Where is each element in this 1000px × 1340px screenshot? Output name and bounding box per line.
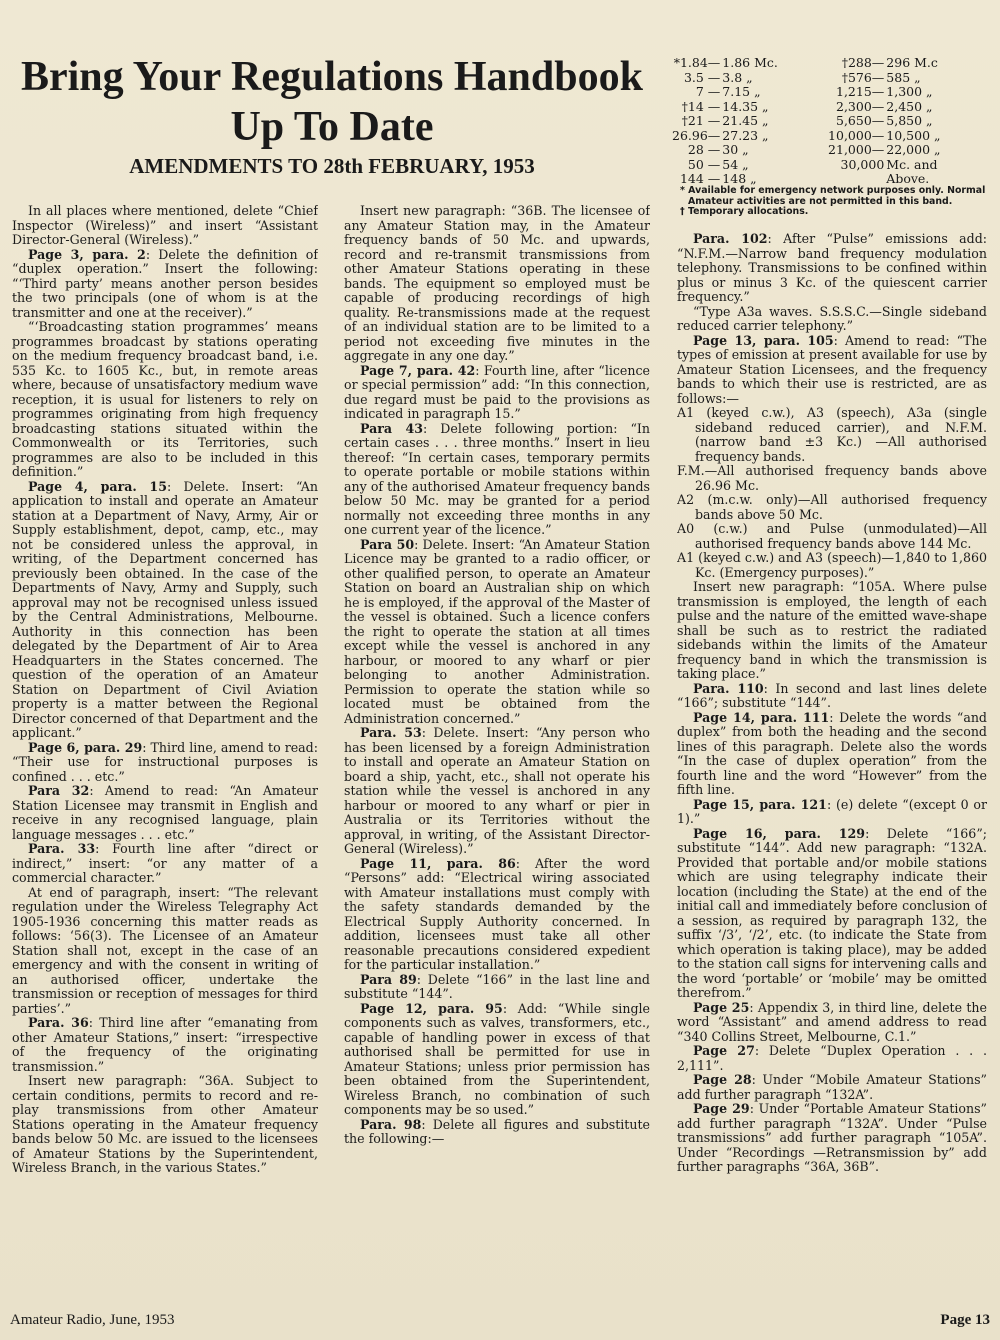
paragraph [677, 464, 987, 493]
paragraph [677, 827, 987, 1001]
paragraph-text: : Fourth line, after “licence or special permission” add: “In this connection, due regard must be paid to the provisions as indicated in paragraph 15.” [344, 362, 650, 421]
title-line-1: Bring Your Regulations Handbook [20, 54, 643, 100]
paragraph-heading: Page 15, para. 121 [693, 796, 827, 812]
paragraph-text: A1 (keyed c.w.) and A3 (speech)—1,840 to 1,860 Kc. (Emergency purposes).” [677, 550, 987, 580]
frequency-cell: 10,000— [828, 127, 885, 143]
frequency-row [672, 114, 990, 129]
paragraph-text: A1 (keyed c.w.), A3 (speech), A3a (single sideband reduced carrier), and N.F.M. (narrow band ±3 Kc.) —All authorised frequency bands. [677, 405, 987, 464]
paragraph-text: : Delete following portion: “In certain cases . . . three months.” Insert in lieu thereof: “In certain cases, temporary permits to operate portable or mobile stations within any of the authorised Amateur frequency bands below 50 Mc. may be granted for a period normally not exceeding three months in any one current year of the licence.” [344, 420, 650, 537]
paragraph-text: In all places where mentioned, delete “Chief Inspector (Wireless)” and insert “Assistant Director-General (Wireless).” [12, 204, 318, 247]
paragraph-text: : Delete. Insert: “Any person who has been licensed by a foreign Administration to install and operate an Amateur Station on board a ship, yacht, etc., shall not operate his station while the vessel is anchored in any harbour or moored to any wharf or pier in Australia or its Territories without the approval, in writing, of the Assistant Director-General (Wireless).” [344, 725, 650, 856]
paragraph [12, 842, 318, 886]
paragraph-text: : Delete. Insert: “An Amateur Station Licence may be granted to a radio officer, or other qualified person, to operate an Amateur Station on board an Australian ship on which he is employed, if the approval of the Master of the vessel is obtained. Such a licence confers the right to operate the station at all times except while the vessel is anchored in any harbour, or moored to any wharf or pier belonging to another Administration. Permission to operate the station while so located must be obtained from the Administration concerned.” [344, 536, 650, 726]
paragraph [677, 406, 987, 464]
paragraph [12, 1074, 318, 1176]
frequency-cell: 5,650— [836, 113, 885, 128]
paragraph-text: : Fourth line after “direct or indirect,” insert: “or any matter of a commercial character.” [12, 841, 318, 885]
paragraph-heading: Page 6, para. 29 [28, 739, 143, 755]
paragraph-heading: Page 25 [693, 999, 750, 1015]
paragraph-heading: Page 7, para. 42 [360, 362, 476, 378]
frequency-cell: 296 M.c [886, 55, 938, 70]
paragraph [12, 320, 318, 480]
paragraph-text: “Type A3a waves. S.S.S.C.—Single sideband reduced carrier telephony.” [677, 303, 987, 333]
paragraph-text: A0 (c.w.) and Pulse (unmodulated)—All authorised frequency bands above 144 Mc. [677, 521, 987, 551]
frequency-cell: 54 „ [722, 156, 749, 172]
frequency-cell: †21 — [681, 113, 721, 128]
paragraph-text: : Delete. Insert: “An application to install and operate an Amateur station at a Department of Navy, Army, Air or Supply establishment, depot, camp, etc., may not be considered unless the approval, in writing, of the Department concerned has previously been obtained. In the case of the Departments of Navy, Army and Supply, such approval may not be recognised unless issued by the Central Administrations, Melbourne. Authority in this connection has been delegated by the Department of Air to Area Headquarters in the States concerned. The question of the operation of an Amateur Station on Department of Civil Aviation property is a matter between the Regional Director concerned of that Department and the applicant.” [12, 478, 318, 740]
paragraph-heading: Page 27 [693, 1043, 755, 1058]
paragraph-heading: Para. 98 [360, 1116, 422, 1132]
paragraph [677, 711, 987, 798]
paragraph-heading: Page 3, para. 2 [28, 246, 146, 262]
text-column-2 [344, 204, 650, 1300]
paragraph [677, 1044, 987, 1073]
frequency-row [672, 100, 990, 115]
paragraph-text: : Under “Portable Amateur Stations” add further paragraph “132A”. Under “Pulse transmissions” add further paragraph “105A”. Under “Recordings —Retransmission by” add further paragraphs “36A, 36B”. [677, 1101, 987, 1174]
paragraph [344, 422, 650, 538]
paragraph-heading: Para 89 [360, 971, 417, 987]
frequency-table-notes [680, 186, 988, 218]
frequency-cell: 2,450 „ [886, 98, 933, 114]
frequency-row [672, 158, 990, 173]
frequency-row [672, 71, 990, 86]
paragraph [12, 480, 318, 741]
paragraph [12, 248, 318, 321]
paragraph-text: Insert new paragraph: “105A. Where pulse transmission is employed, the length of each pulse and the nature of the emitted wave-shape shall be such as to restrict the radiated sidebands within the limits of the Amateur frequency band in which the transmission is taking place.” [677, 579, 987, 681]
paragraph [12, 204, 318, 248]
paragraph [344, 857, 650, 973]
paragraph [344, 1002, 650, 1118]
paragraph-text: : Under “Mobile Amateur Stations” add further paragraph “132A”. [677, 1072, 987, 1102]
frequency-cell: 21,000— [828, 142, 885, 157]
paragraph-text: : Delete the words “and duplex” from both the heading and the second lines of this paragraph. Delete also the words “In the case of duplex operation” from the fourth line and the word “However” from the fifth line. [677, 709, 987, 797]
paragraph-text: A2 (m.c.w. only)—All authorised frequency bands above 50 Mc. [677, 492, 987, 522]
frequency-cell: 28 — [687, 142, 721, 157]
frequency-cell: †288— [841, 55, 885, 70]
paragraph [677, 798, 987, 827]
paragraph-text: : Delete all figures and substitute the following:— [344, 1116, 650, 1146]
paragraph-heading: Page 28 [693, 1072, 752, 1087]
frequency-cell: 30,000 [840, 156, 885, 172]
paragraph-heading: Page 12, para. 95 [360, 1000, 503, 1016]
paragraph [12, 741, 318, 785]
frequency-cell: 144 — [679, 171, 721, 186]
frequency-cell: 2,300— [836, 98, 885, 114]
frequency-cell: 27.23 „ [722, 127, 769, 143]
frequency-cell: †576— [841, 69, 885, 85]
title-line-2: Up To Date [230, 104, 434, 150]
frequency-row [672, 56, 990, 71]
paragraph [344, 973, 650, 1002]
paragraph-heading: Page 11, para. 86 [360, 855, 516, 871]
frequency-cell: 26.96— [672, 127, 721, 143]
article-title [8, 52, 656, 152]
text-column-3 [677, 232, 987, 1300]
paragraph-text: Insert new paragraph: “36A. Subject to certain conditions, permits to record and re-play transmissions from other Amateur Stations operating in the Amateur frequency bands below 50 Mc. are issued to the licensees of Amateur Stations by the Superintendent, Wireless Branch, in the various States.” [12, 1073, 318, 1175]
paragraph-heading: Para. 110 [693, 680, 764, 696]
paragraph [677, 580, 987, 682]
frequency-cell: 21.45 „ [722, 113, 769, 128]
paragraph-heading: Para 50 [360, 536, 415, 552]
paragraph [677, 1001, 987, 1045]
frequency-cell: 14.35 „ [722, 98, 769, 114]
paragraph [12, 784, 318, 842]
frequency-cell: 3.5 — [683, 69, 721, 85]
paragraph-text: : Add: “While single components such as valves, transformers, etc., capable of handling power in excess of that authorised shall be permitted for use in Amateur Stations; unless prior permission has been obtained from the Superintendent, Wireless Branch, no combination of such components may be so used.” [344, 1000, 650, 1117]
frequency-row [672, 85, 990, 100]
frequency-cell: 1,300 „ [886, 84, 933, 99]
frequency-row [672, 143, 990, 158]
frequency-cell: 30 „ [722, 142, 749, 157]
paragraph-text: : Amend to read: “The types of emission at present available for use by Amateur Station Licensees, and the frequency bands to which their use is restricted, are as follows:— [677, 332, 987, 406]
frequency-table [672, 56, 990, 187]
paragraph-text: : After the word “Persons” add: “Electrical wiring associated with Amateur installations must comply with the safety standards demanded by the Electrical Supply Authority concerned. In addition, licensees must take all other reasonable precautions considered expedient for the particular installation.” [344, 855, 650, 972]
paragraph [12, 886, 318, 1017]
paragraph [677, 551, 987, 580]
paragraph-text: : (e) delete “(except 0 or 1).” [677, 796, 987, 826]
frequency-cell: 10,500 „ [886, 127, 941, 143]
table-note: * Available for emergency network purposes only. Normal Amateur activities are not permitted in this band. [680, 185, 986, 207]
paragraph-heading: Page 16, para. 129 [693, 825, 866, 841]
frequency-cell: 148 „ [722, 171, 757, 186]
paragraph-heading: Para 43 [360, 420, 424, 436]
paragraph [677, 493, 987, 522]
table-note: † Temporary allocations. [680, 206, 809, 218]
paragraph-text: : Third line, amend to read: “Their use for instructional purposes is confined . . . etc.” [12, 739, 318, 784]
text-column-1 [12, 204, 318, 1300]
paragraph [677, 682, 987, 711]
frequency-cell: 50 — [687, 156, 721, 172]
frequency-cell: 1,215— [836, 84, 885, 99]
paragraph-text: : Amend to read: “An Amateur Station Licensee may transmit in English and receive in any recognised language, plain language messages . . . etc.” [12, 783, 318, 842]
paragraph-heading: Page 4, para. 15 [28, 478, 167, 494]
paragraph-text: “‘Broadcasting station programmes’ means programmes broadcast by stations operating on the medium frequency broadcast band, i.e. 535 Kc. to 1605 Kc., but, in remote areas where, because of unsatisfactory medium wave reception, it is usual for listeners to rely on programmes originating from high frequency broadcasting stations situated within the Commonwealth or its Territories, such programmes are also to be included in this definition.” [12, 319, 318, 479]
paragraph-text: : Appendix 3, in third line, delete the word “Assistant” and amend address to read “340 Collins Street, Melbourne, C.1.” [677, 999, 987, 1044]
paragraph [677, 232, 987, 305]
paragraph-heading: Page 13, para. 105 [693, 332, 834, 348]
paragraph [344, 726, 650, 857]
frequency-cell: 585 „ [886, 69, 921, 85]
paragraph [677, 1073, 987, 1102]
paragraph-heading: Page 29 [693, 1101, 750, 1116]
paragraph [677, 305, 987, 334]
frequency-cell: 7 — [695, 84, 721, 99]
paragraph-heading: Para. 53 [360, 725, 422, 740]
paragraph [344, 204, 650, 364]
paragraph [677, 522, 987, 551]
footer-publication: Amateur Radio, June, 1953 [10, 1312, 175, 1328]
paragraph-text: Insert new paragraph: “36B. The licensee of any Amateur Station may, in the Amateur frequency bands of 50 Mc. and upwards, record and re-transmit transmissions from other Amateur Stations operating in these bands. The equipment so employed must be capable of producing recordings of high quality. Re-transmissions made at the request of an individual station are to be limited to a period not exceeding five minutes in the aggregate in any one day.” [344, 204, 650, 363]
paragraph [344, 364, 650, 422]
paragraph-heading: Para. 36 [28, 1015, 89, 1030]
frequency-cell: †14 — [681, 98, 721, 114]
frequency-cell: Mc. and [886, 156, 938, 172]
frequency-cell: Above. [886, 171, 930, 186]
frequency-cell: *1.84— [673, 55, 721, 70]
frequency-row [672, 129, 990, 144]
paragraph-text: : In second and last lines delete “166”; substitute “144”. [677, 680, 987, 710]
frequency-cell: 1.86 Mc. [722, 55, 778, 70]
paragraph [344, 1118, 650, 1147]
frequency-cell: 7.15 „ [722, 84, 761, 99]
article-subtitle: AMENDMENTS TO 28th FEBRUARY, 1953 [129, 154, 535, 178]
frequency-cell: 22,000 „ [886, 142, 941, 157]
paragraph [677, 1102, 987, 1175]
paragraph-heading: Para 32 [28, 783, 90, 798]
paragraph-text: : After “Pulse” emissions add: “N.F.M.—Narrow band frequency modulation telephony. Transmissions to be confined within plus or minus 3 Kc. of the quiescent carrier frequency.” [677, 232, 987, 304]
paragraph-text: : Delete “166” in the last line and substitute “144”. [344, 971, 650, 1001]
paragraph-text: At end of paragraph, insert: “The relevant regulation under the Wireless Telegraphy Act 1905-1936 concerning this matter reads as follows: ‘56(3). The Licensee of an Amateur Station shall not, except in the case of an emergency and with the consent in writing of an authorised officer, undertake the transmission or reception of messages for third parties’.” [12, 884, 318, 1016]
paragraph [12, 1016, 318, 1074]
frequency-cell: 5,850 „ [886, 113, 933, 128]
footer-page-number: Page 13 [940, 1312, 990, 1328]
paragraph-heading: Para. 33 [28, 841, 96, 856]
paragraph [677, 334, 987, 407]
paragraph-text: : Delete “166”; substitute “144”. Add new paragraph: “132A. Provided that portable and/or mobile stations which are using telegraphy indicate their location (including the State) at the end of the initial call and immediately before conclusion of a session, as required by paragraph 132, the suffix ‘/3’, ‘/2’, etc. (to indicate the State from which operation is taking place), may be added to the station call signs for intervening calls and the word ‘portable’ or ‘mobile’ may be omitted therefrom.” [677, 825, 987, 1000]
paragraph-text: : Delete “Duplex Operation . . . 2,111”. [677, 1043, 987, 1073]
paragraph-heading: Page 14, para. 111 [693, 709, 830, 725]
paragraph-text: : Delete the definition of “duplex operation.” Insert the following: “‘Third party’ means another person besides the two principals (one of whom is at the transmitter and one at the receiver).” [12, 246, 318, 320]
frequency-cell: 3.8 „ [722, 69, 753, 85]
paragraph-heading: Para. 102 [693, 232, 768, 246]
paragraph-text: : Third line after “emanating from other Amateur Stations,” insert: “irrespective of the frequency of the originating transmission.” [12, 1015, 318, 1074]
paragraph-text: F.M.—All authorised frequency bands above 26.96 Mc. [677, 463, 987, 493]
paragraph [344, 538, 650, 727]
